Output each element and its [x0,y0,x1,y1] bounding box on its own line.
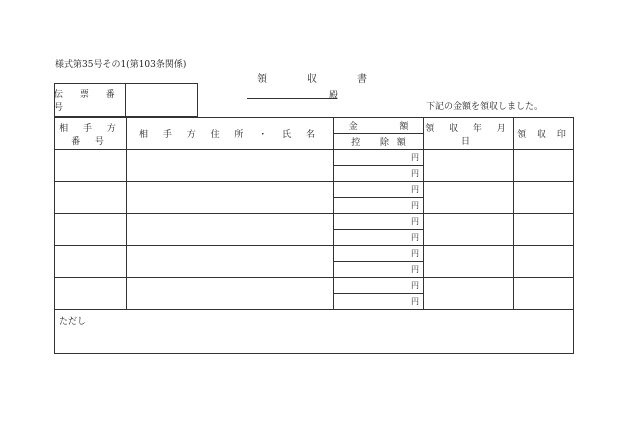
receipt-statement: 下記の金額を領収しました。 [426,102,544,112]
receipt-seal-cell[interactable] [514,214,574,246]
receipt-date-cell[interactable] [424,150,514,182]
receipt-table [54,117,574,354]
receipt-seal-cell[interactable] [514,278,574,310]
deduction-cell[interactable]: 円 [334,166,424,182]
deduction-cell[interactable]: 円 [334,294,424,310]
party-number-cell[interactable] [55,214,127,246]
header-deduction-char: 額 [396,138,406,148]
receipt-date-cell[interactable] [424,246,514,278]
document-title [257,70,367,85]
amount-cell[interactable]: 円 [334,150,424,166]
slip-number-label: 伝 票 番 号 [54,83,126,117]
title-char: 収 [307,74,317,85]
header-deduction-char: 控 [351,138,361,148]
receipt-seal-cell[interactable] [514,182,574,214]
party-number-cell[interactable] [55,150,127,182]
deduction-cell[interactable]: 円 [334,230,424,246]
title-char: 書 [357,74,367,85]
note-row [55,310,574,354]
party-address-name-cell[interactable] [127,278,334,310]
entry-row [55,182,574,198]
note-field[interactable]: ただし [55,310,574,354]
receipt-seal-cell[interactable] [514,246,574,278]
party-number-cell[interactable] [55,182,127,214]
party-address-name-cell[interactable] [127,150,334,182]
header-amount [334,118,424,134]
header-receipt-date: 領 収 年 月 日 [424,118,514,150]
title-char: 領 [257,74,267,85]
receipt-date-cell[interactable] [424,278,514,310]
entry-row [55,150,574,166]
form-id: 様式第35号その1(第103条関係) [55,60,187,70]
amount-cell[interactable]: 円 [334,246,424,262]
header-party-address-name: 相 手 方 住 所 ・ 氏 名 [127,118,334,150]
party-address-name-cell[interactable] [127,246,334,278]
header-party-number: 相 手 方 番 号 [55,118,127,150]
header-receipt-seal: 領 収 印 [514,118,574,150]
party-number-cell[interactable] [55,278,127,310]
entry-row [55,214,574,230]
party-address-name-cell[interactable] [127,214,334,246]
amount-cell[interactable]: 円 [334,278,424,294]
party-number-cell[interactable] [55,246,127,278]
header-deduction-char: 除 [379,138,389,148]
header-amount-char: 金 [348,122,358,132]
receipt-date-cell[interactable] [424,214,514,246]
deduction-cell[interactable]: 円 [334,262,424,278]
amount-cell[interactable]: 円 [334,214,424,230]
header-deduction [334,134,424,150]
addressee-field[interactable] [247,98,337,99]
party-address-name-cell[interactable] [127,182,334,214]
receipt-seal-cell[interactable] [514,150,574,182]
addressee-suffix: 殿 [329,91,339,101]
header-amount-char: 額 [399,122,409,132]
entry-row [55,278,574,294]
amount-cell[interactable]: 円 [334,182,424,198]
deduction-cell[interactable]: 円 [334,198,424,214]
receipt-date-cell[interactable] [424,182,514,214]
entry-row [55,246,574,262]
